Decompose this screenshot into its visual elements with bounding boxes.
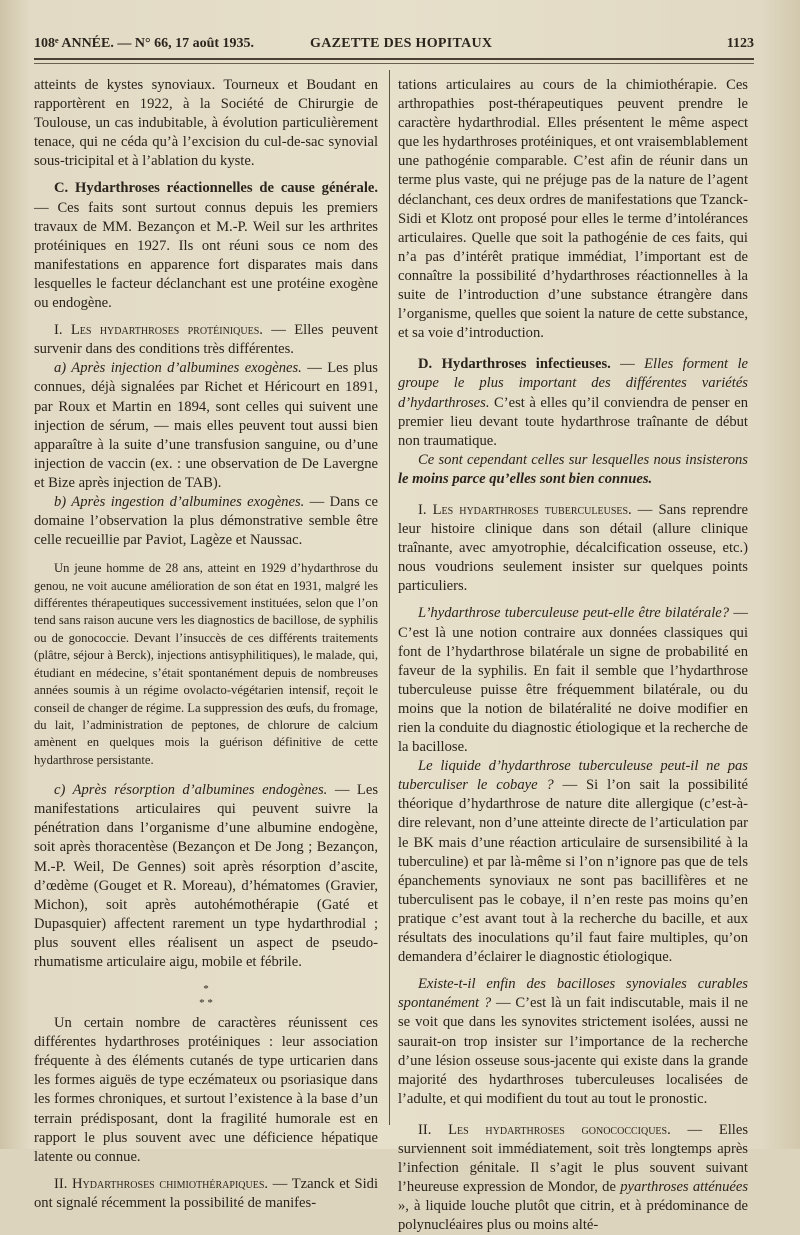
item-heading: c) Après résorption d’albumines endogènes.	[54, 782, 328, 799]
left-column	[34, 76, 378, 1213]
header-rule	[34, 58, 754, 60]
subsection-heading: II. Hydarthroses chimiothérapiques.	[54, 1175, 269, 1192]
item-b	[34, 493, 378, 550]
question-text: — C’est là une notion contraire aux données classiques qui font de l’hydarthrose bilatérale un signe de probabilité en faveur de la syphilis. En fait il semble que l’hydarthrose tuberculeuse puisse être fréquemment bilatérale, ou du moins que la notion de bilatéralité ne doive modifier en rien la conduite du diagnostic étiologique et la recherche de la bacillose.	[398, 605, 748, 756]
subsection-text-italic: pyarthroses atténuées	[620, 1179, 748, 1196]
section-text: —	[610, 356, 645, 373]
subsection-heading: I. Les hydarthroses protéiniques.	[54, 322, 263, 339]
question-heading: Existe-t-il enfin des bacilloses synoviales curables spontanément ?	[398, 976, 748, 1012]
subsection-text: — Elles surviennent soit immédiatement, soit très longtemps après l’infection génitale. Il s’agit le plus souvent suivant l’heureuse expression de Mondor, de	[398, 1121, 748, 1196]
section-text-italic: Elles forment le groupe le plus important des différentes variétés d’hydarthroses.	[398, 356, 748, 411]
subsection-i	[34, 321, 378, 359]
running-header	[34, 36, 754, 54]
item-text: — Les plus connues, déjà signalées par Richet et Héricourt en 1891, par Roux et Martin en 1894, sont celles qui suivent une injection de sérum, — mais elles peuvent tout aussi bien apparaître à la suite d’une transfusion sanguine, ou d’une injection de vaccin (ex. : une observation de De Lavergne et Bize après injection de TAB).	[34, 360, 378, 491]
question-text: — C’est là un fait indiscutable, mais il ne se voit que dans les synovites strictement isolées, aussi ne saurait-on trop insister sur l’importance de la recherche d’une lésion osseuse sous-jacente qui existe dans la grande majorité des hydarthroses tuberculeuses localisées de l’adulte, et qui modifient du tout au tout le pronostic.	[398, 995, 748, 1107]
section-d	[398, 355, 748, 450]
item-heading: b) Après ingestion d’albumines exogènes.	[54, 493, 305, 510]
subsection-ii	[34, 1175, 378, 1213]
note-text: Ce sont cependant celles sur lesquelles nous insisterons	[418, 451, 748, 468]
section-separator-stars: * * *	[199, 983, 213, 1010]
question-text: — Si l’on sait la possibilité théorique d’hydarthrose de nature dite allergique (c’est-à-dire relevant, non d’une atteinte directe de l’articulation par le BK mais d’une réaction articulaire de sursensibilité à la tuberculine) et par là-même si l’on n’ignore pas que de tels épanchements synoviaux ne sont pas bacillifères et ne tuberculisent pas le cobaye, il n’en reste pas moins qu’en pratique c’est avant tout à la recherche du bacille, et aux résultats des inoculations qu’il faut faire multiples, qu’on demandera d’éclairer le diagnostic étiologique.	[398, 777, 748, 966]
item-text: — Dans ce domaine l’observation la plus démonstrative semble être celle recueillie par Paviot, Lagèze et Naussac.	[34, 493, 378, 549]
item-a	[34, 359, 378, 493]
paragraph: tations articulaires au cours de la chimiothérapie. Ces arthropathies post-thérapeutiques peuvent prendre le caractère hydarthrodial. Elles présentent le même aspect que les hydarthroses protéiniques, et ont vraisemblablement une pathogénie comparable. C’est afin de réunir dans un terme plus vaste, qui ne préjuge pas de la nature de l’agent déclanchant, ces deux ordres de manifestations que Tzanck-Sidi et Klotz ont proposé pour elles le terme d’intolérances articulaires. Quelle que soit la pathogénie de ces faits, qui n’a pas d’intérêt pratique immédiat, l’important est de connaître la possibilité d’hydarthroses réactionnelles à la suite de l’introduction d’une substance étrangère dans l’organisme, quelles que soient la nature de cette substance, et sa voie d’introduction.	[398, 77, 748, 342]
section-text: — Ces faits sont surtout connus depuis les premiers travaux de MM. Bezançon et M.-P. Weil sur les arthrites protéiniques en 1927. Ils ont réuni sous ce nom des manifestations en apparence fort disparates mais dans lesquelles le facteur déclanchant est une protéine exogène ou endogène.	[34, 199, 378, 312]
right-column	[398, 76, 748, 1235]
item-heading: a) Après injection d’albumines exogènes.	[54, 360, 302, 377]
question-cobaye	[398, 757, 748, 967]
paragraph: Un certain nombre de caractères réunissent ces différentes hydarthroses protéiniques : leur association fréquente à des éléments cutanés de type urticarien dans les formes aiguës de type eczémateux ou psoriasique dans les formes chroniques, et surtout l’existence à la base d’un terrain prédisposant, dont la fragilité humorale est en rapport le plus souvent avec une déficience hépatique latente ou connue.	[34, 1015, 378, 1165]
subsection-heading: II. Les hydarthroses gonococciques.	[418, 1121, 671, 1138]
note-text-bold: le moins parce qu’elles sont bien connues.	[398, 470, 653, 487]
header-journal-title: GAZETTE DES HOPITAUX	[310, 36, 493, 51]
section-text: C’est à elles qu’il conviendra de penser en premier lieu devant toute hydarthrose traînante de début non traumatique.	[398, 394, 748, 449]
column-divider	[389, 70, 390, 1125]
question-curable	[398, 975, 748, 1109]
section-heading: C. Hydarthroses réactionnelles de cause générale.	[54, 180, 378, 197]
header-issue: 108ᵉ ANNÉE. — N° 66, 17 août 1935.	[34, 36, 255, 51]
header-page-number: 1123	[726, 36, 754, 51]
subsection-text: — Tzanck et Sidi ont signalé récemment la possibilité de manifes-	[34, 1175, 379, 1211]
subsection-gonococcal	[398, 1121, 748, 1235]
section-heading: D. Hydarthroses infectieuses.	[418, 356, 611, 373]
question-heading: Le liquide d’hydarthrose tuberculeuse peut-il ne pas tuberculiser le cobaye ?	[398, 758, 748, 794]
paragraph: atteints de kystes synoviaux. Tourneux et Boudant en rapportèrent en 1922, à la Société de Chirurgie de Toulouse, un cas indubitable, à évolution particulièrement tenace, qui ne céda qu’à l’excision du cul-de-sac synovial sous-tricipital et à l’ablation du kyste.	[34, 77, 378, 170]
question-heading: L’hydarthrose tuberculeuse peut-elle être bilatérale?	[418, 605, 730, 622]
subsection-heading: I. Les hydarthroses tuberculeuses.	[418, 501, 632, 518]
header-rule-thin	[34, 63, 754, 64]
subsection-text: — Sans reprendre leur histoire clinique dans son détail (allure clinique traînante, avec amyotrophie, décalcification osseuse, etc.) nous voudrions seulement insister sur quelques points particuliers.	[398, 501, 749, 595]
subsection-tuberculous	[398, 501, 748, 596]
observation: Un jeune homme de 28 ans, atteint en 1929 d’hydarthrose du genou, ne voit aucune amélioration de son état en 1931, malgré les différentes thérapeutiques successivement instituées, selon que l’on tend sans raison aucune vers les diagnostics de bacillose, de syphilis ou de gonococcie. Devant l’insuccès de ces différents traitements (plâtre, séjour à Berck), injections antisyphilitiques), le malade, qui, étudiant en médecine, s’était spontanément depuis de nombreuses années soumis à un régime ovolacto-végétarien intensif, reçoit le conseil de changer de régime. La suppression des œufs, du fromage, du lait, l’administration de peptones, de chlorure de calcium amènent en quelques mois la guérison définitive de cette hydarthrose persistante.	[34, 561, 378, 767]
item-c	[34, 781, 378, 972]
subsection-text: », à liquide louche plutôt que citrin, et à prédominance de polynucléaires plus ou moins alté-	[398, 1198, 748, 1234]
section-note	[398, 451, 748, 489]
subsection-text: — Elles peuvent survenir dans des conditions très différentes.	[34, 322, 378, 358]
section-c	[34, 179, 378, 313]
item-text: — Les manifestations articulaires qui peuvent suivre la pénétration dans l’organisme d’une albumine endogène, soit après thoracentèse (Bezançon et De Jong ; Bezançon, M.-P. Weil, De Gennes) soit après résorption d’ascite, d’œdème (Gouget et R. Moreau), d’hématomes (Gravier, Michon), soit après autohémothérapie (Gaté et Dupasquier) affectent rarement un type hydarthrodial ; plus souvent elles réalisent un aspect de pseudo-rhumatisme articulaire aigu, mobile et fébrile.	[34, 782, 378, 970]
question-bilateral	[398, 604, 748, 757]
